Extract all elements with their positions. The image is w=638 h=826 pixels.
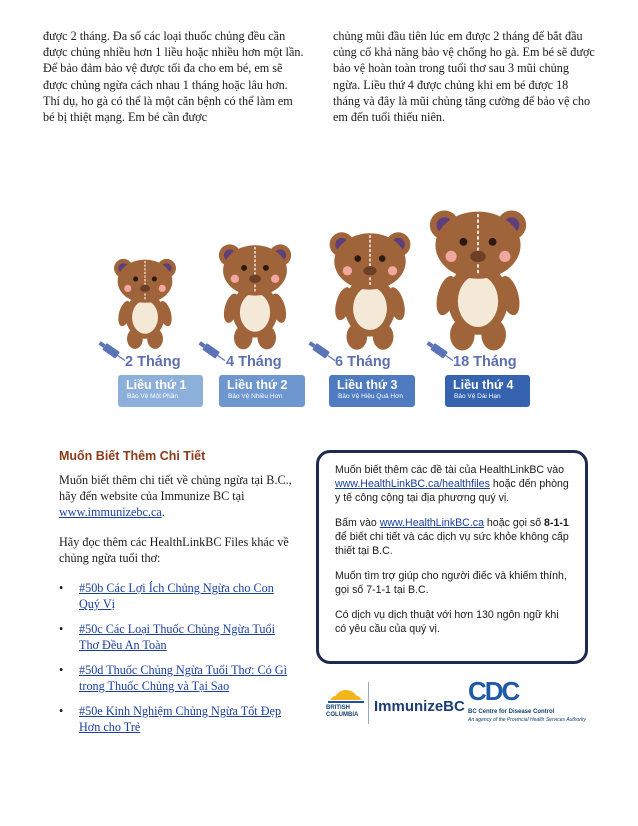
cdc-logo-icon: CDC — [468, 676, 519, 706]
immunizebc-logo: ImmunizeBC — [374, 698, 465, 715]
list-item — [53, 621, 293, 653]
month-label-4: 18 Tháng — [453, 354, 517, 370]
callout-paragraph-1: Muốn biết thêm các đề tài của HealthLinkBC vào www.HealthLinkBC.ca/healthfiles hoặc đến phòng y tế công cộng tại địa phương quý vị. — [335, 464, 569, 504]
bc-sun-logo-icon — [326, 676, 366, 704]
month-label-2: 4 Tháng — [226, 354, 282, 370]
list-item — [53, 580, 293, 612]
immunizebc-link[interactable]: www.immunizebc.ca — [59, 505, 162, 519]
healthlinkbc-callout — [316, 450, 588, 664]
dose-desc: Bảo Vệ Một Phần — [127, 393, 178, 400]
callout-paragraph-3: Muốn tìm trợ giúp cho người điếc và khiếm thính, gọi số 7-1-1 tại B.C. — [335, 570, 567, 596]
syringe-icon-1 — [97, 340, 127, 364]
right-column-text: chủng mũi đầu tiên lúc em được 2 tháng để bắt đầu củng cố khả năng bảo vệ chống ho gà. Em bé sẽ được bảo vệ hoàn toàn trong tuổi thơ sau 3 mũi chủng ngừa. Liều thứ 4 được chủng khi em bé được 18 tháng và đây là mũi chủng tăng cường để bảo vệ cho em đến tuổi thiếu niên. — [333, 29, 595, 125]
dose-box-3 — [329, 375, 415, 407]
section-heading: Muốn Biết Thêm Chi Tiết — [59, 449, 206, 463]
bullet-icon: • — [59, 663, 64, 677]
dose-box-4 — [445, 375, 530, 407]
left-column-text: được 2 tháng. Đa số các loại thuốc chủng đều cần được chủng nhiều hơn 1 liều hoặc nhiều hơn một lần. Để bảo đảm bảo vệ được tối đa cho em bé, em sẽ được chủng ngừa cách nhau 1 tháng hoặc lâu hơn. Thí dụ, ho gà có thể là một căn bệnh có thể làm em bé bị thiệt mạng. Em bé cần được — [43, 29, 304, 125]
healthfile-link-50d[interactable]: #50d Thuốc Chủng Ngừa Tuổi Thơ: Có Gì trong Thuốc Chủng và Tại Sao — [79, 663, 287, 693]
logos-row — [322, 674, 602, 734]
bears-illustration — [95, 168, 535, 410]
list-item — [53, 662, 293, 694]
healthfile-link-50c[interactable]: #50c Các Loại Thuốc Chủng Ngừa Tuổi Thơ Đều An Toàn — [79, 622, 275, 652]
healthlinkbc-link[interactable]: www.HealthLinkBC.ca — [379, 517, 484, 529]
healthfiles-link[interactable]: www.HealthLinkBC.ca/healthfiles — [335, 478, 490, 490]
dose-desc: Bảo Vệ Nhiều Hơn — [228, 393, 283, 400]
more-info-section — [53, 448, 293, 744]
bear-1 — [114, 259, 176, 349]
month-label-3: 6 Tháng — [335, 354, 391, 370]
bear-3 — [330, 232, 411, 350]
dose-label: Liều thứ 3 — [337, 378, 398, 392]
syringe-icon-3 — [307, 340, 337, 364]
bullet-icon: • — [59, 581, 64, 595]
bear-4 — [430, 210, 526, 350]
list-item — [53, 703, 293, 735]
dose-desc: Bảo Vệ Hiệu Quả Hơn — [338, 393, 403, 400]
dose-label: Liều thứ 1 — [126, 378, 187, 392]
healthfile-link-50b[interactable]: #50b Các Lợi Ích Chủng Ngừa cho Con Quý Vị — [79, 581, 274, 611]
bccdc-wordmark: BC Centre for Disease Control An agency of the Provincial Health Services Authority — [468, 709, 586, 723]
info-paragraph-1: Muốn biết thêm chi tiết về chủng ngừa tại B.C., hãy đến website của Immunize BC tại www.immunizebc.ca. — [59, 473, 292, 519]
dose-label: Liều thứ 2 — [227, 378, 288, 392]
dose-box-1 — [118, 375, 203, 407]
bullet-icon: • — [59, 622, 64, 636]
month-label-1: 2 Tháng — [125, 354, 181, 370]
dose-desc: Bảo Vệ Dài Hạn — [454, 393, 501, 400]
syringe-icon-4 — [425, 340, 455, 364]
info-paragraph-2: Hãy đọc thêm các HealthLinkBC Files khác về chủng ngừa tuổi thơ: — [59, 535, 289, 565]
callout-paragraph-2: Bấm vào www.HealthLinkBC.ca hoặc gọi số 8-1-1 để biết chi tiết và các dịch vụ sức khỏe không cấp thiết tại B.C. — [335, 517, 569, 557]
healthfile-link-50e[interactable]: #50e Kinh Nghiệm Chủng Ngừa Tốt Đẹp Hơn cho Trẻ — [79, 704, 282, 734]
callout-paragraph-4: Có dịch vụ dịch thuật với hơn 130 ngôn ngữ khi có yêu cầu của quý vị. — [335, 609, 559, 635]
dose-box-2 — [219, 375, 305, 407]
bullet-icon: • — [59, 704, 64, 718]
phone-811: 8-1-1 — [544, 517, 569, 529]
bear-2 — [219, 244, 291, 349]
logo-divider — [368, 682, 369, 724]
healthfile-links-list — [53, 580, 293, 735]
dose-infographic — [95, 168, 535, 410]
dose-label: Liều thứ 4 — [453, 378, 514, 392]
bc-wordmark: BRITISH COLUMBIA — [326, 705, 359, 718]
syringe-icon-2 — [197, 340, 227, 364]
